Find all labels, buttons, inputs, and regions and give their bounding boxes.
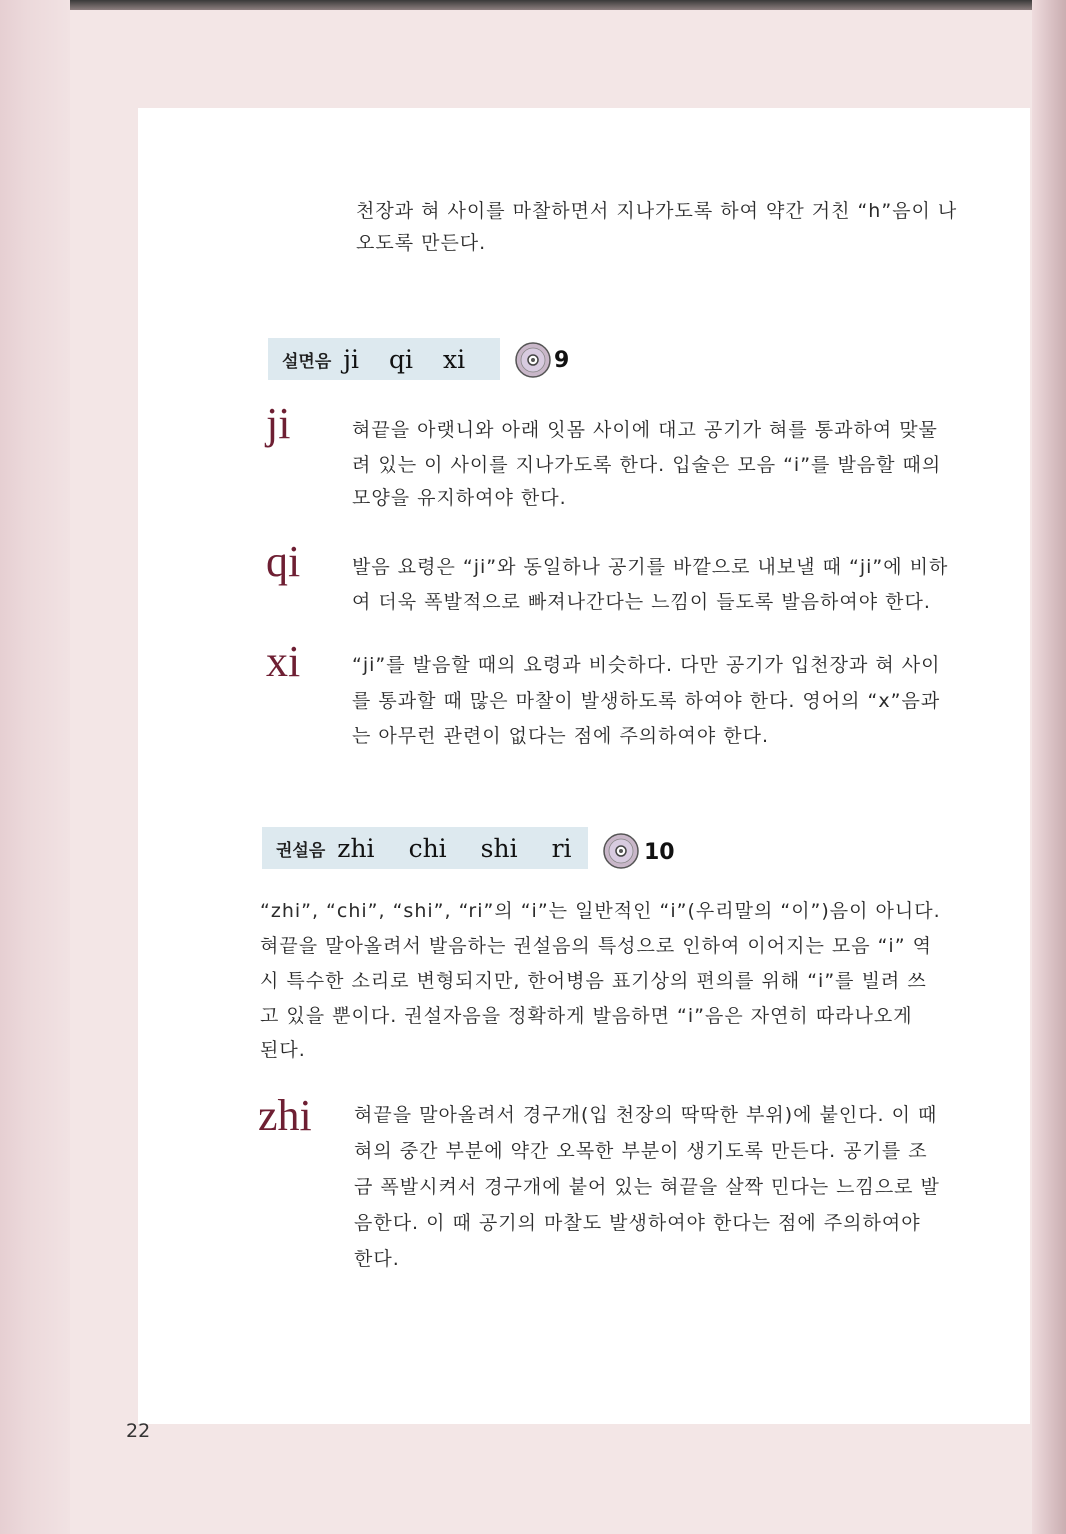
ji-line-2: 려 있는 이 사이를 지나가도록 한다. 입술은 모음 “i”를 발음할 때의 (352, 454, 942, 476)
zhi-line-3: 금 폭발시켜서 경구개에 붙어 있는 혀끝을 살짝 민다는 느낌으로 발 (354, 1176, 940, 1198)
heading-pinyin-ji: ji (343, 344, 360, 374)
heading-pinyin-xi: xi (443, 344, 466, 374)
section-label: 권설음 (276, 840, 326, 861)
intro-line-2: 오도록 만든다. (356, 232, 487, 254)
syllable-zhi: zhi (258, 1091, 312, 1140)
heading-pinyin-qi: qi (389, 344, 414, 374)
qi-line-1: 발음 요령은 “ji”와 동일하나 공기를 바깥으로 내보낼 때 “ji”에 비하 (352, 556, 949, 578)
cd-disc-icon[interactable] (602, 832, 640, 870)
heading-pinyin-ri: ri (551, 833, 572, 863)
syllable-ji: ji (266, 399, 291, 448)
ji-line-1: 혀끝을 아랫니와 아래 잇몸 사이에 대고 공기가 혀를 통과하여 맞물 (352, 419, 938, 441)
heading-pinyin-shi: shi (480, 833, 518, 863)
heading-pinyin-zhi: zhi (337, 833, 375, 863)
section-heading-retroflex (262, 827, 588, 869)
syllable-xi: xi (266, 637, 301, 686)
retroflex-intro-line-4: 고 있을 뿐이다. 권설자음을 정확하게 발음하면 “i”음은 자연히 따라나오게 (260, 1005, 913, 1027)
ji-line-3: 모양을 유지하여야 한다. (352, 487, 567, 509)
intro-line-1: 천장과 혀 사이를 마찰하면서 지나가도록 하여 약간 거친 “h”음이 나 (356, 200, 958, 222)
cd-disc-icon[interactable] (514, 341, 552, 379)
retroflex-intro-line-2: 혀끝을 말아올려서 발음하는 권설음의 특성으로 인하여 이어지는 모음 “i” 역 (260, 935, 932, 957)
page-number: 22 (126, 1420, 151, 1442)
zhi-line-1: 혀끝을 말아올려서 경구개(입 천장의 딱딱한 부위)에 붙인다. 이 때 (354, 1104, 938, 1126)
xi-line-3: 는 아무런 관련이 없다는 점에 주의하여야 한다. (352, 725, 770, 747)
syllable-qi: qi (266, 537, 301, 586)
xi-line-1: “ji”를 발음할 때의 요령과 비슷하다. 다만 공기가 입천장과 혀 사이 (352, 654, 941, 676)
zhi-line-2: 혀의 중간 부분에 약간 오목한 부분이 생기도록 만든다. 공기를 조 (354, 1140, 928, 1162)
qi-line-2: 여 더욱 폭발적으로 빠져나간다는 느낌이 들도록 발음하여야 한다. (352, 591, 931, 613)
zhi-line-5: 한다. (354, 1248, 400, 1270)
retroflex-intro-line-5: 된다. (260, 1039, 306, 1061)
retroflex-intro-line-3: 시 특수한 소리로 변형되지만, 한어병음 표기상의 편의를 위해 “i”를 빌려 쓰 (260, 970, 927, 992)
xi-line-2: 를 통과할 때 많은 마찰이 발생하도록 하여야 한다. 영어의 “x”음과 (352, 690, 941, 712)
zhi-line-4: 음한다. 이 때 공기의 마찰도 발생하여야 한다는 점에 주의하여야 (354, 1212, 921, 1234)
page-edge-left (0, 0, 70, 1534)
section-label: 설면음 (282, 351, 332, 372)
page-edge-right (1032, 0, 1066, 1534)
heading-pinyin-chi: chi (408, 833, 447, 863)
retroflex-intro-line-1: “zhi”, “chi”, “shi”, “ri”의 “i”는 일반적인 “i”(우리말의 “이”)음이 아니다. (260, 900, 941, 922)
track-number: 9 (554, 348, 570, 373)
section-heading-palatal (268, 338, 500, 380)
scan-top-shadow (0, 0, 1066, 10)
track-number: 10 (644, 840, 675, 865)
